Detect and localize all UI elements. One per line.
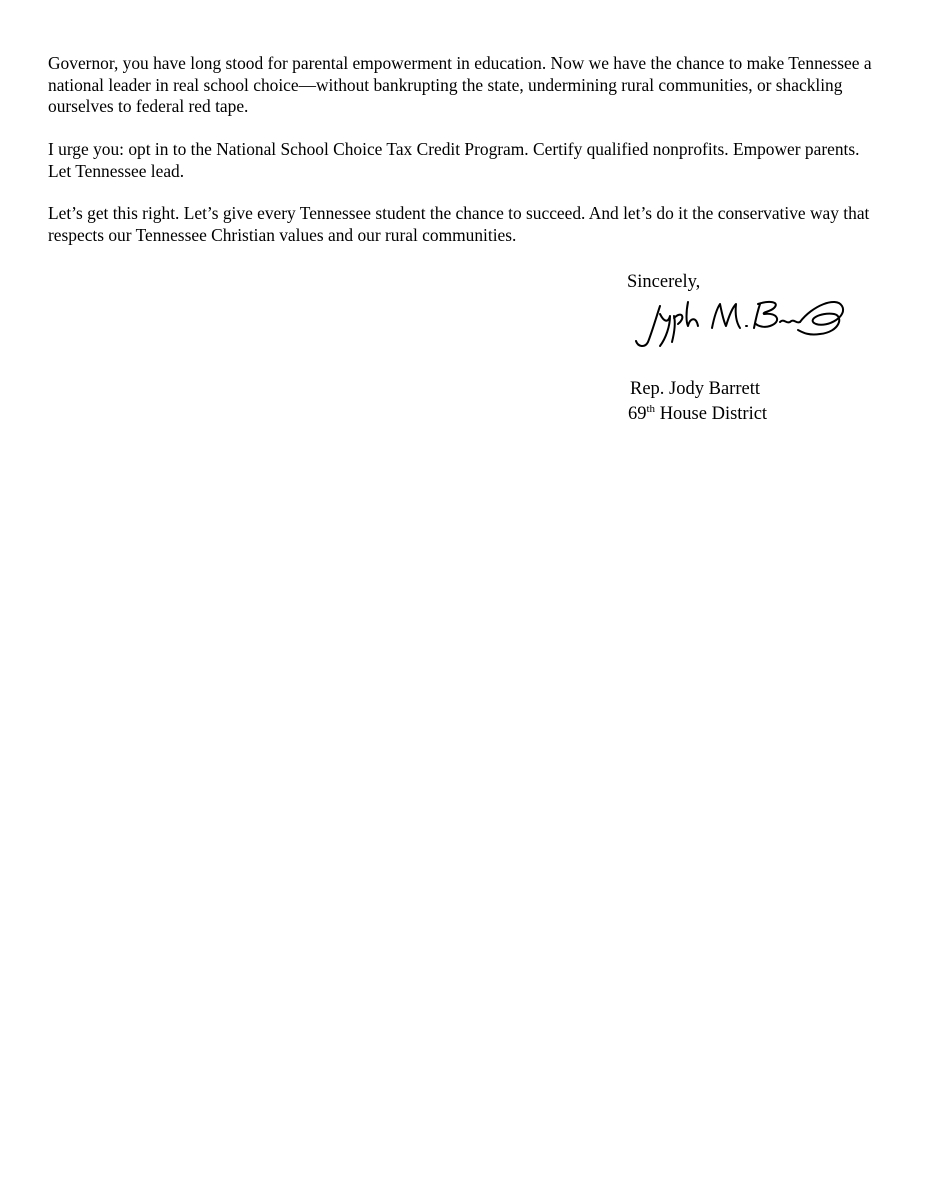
signer-name: Rep. Jody Barrett	[630, 379, 760, 399]
letter-paragraph-1: Governor, you have long stood for parental empowerment in education. Now we have the chance to make Tennessee a national leader in real school choice—without bankrupting the state, undermining rural communities, or shackling ourselves to federal red tape.	[48, 53, 872, 116]
signer-district	[628, 402, 767, 426]
handwritten-signature	[630, 292, 850, 352]
district-number: 69	[628, 404, 647, 424]
letter-paragraph-2: I urge you: opt in to the National School Choice Tax Credit Program. Certify qualified nonprofits. Empower parents. Let Tennessee lead.	[48, 139, 860, 181]
letter-paragraph-3: Let’s get this right. Let’s give every Tennessee student the chance to succeed. And let’s do it the conservative way that respects our Tennessee Christian values and our rural communities.	[48, 203, 870, 245]
letter-closing: Sincerely,	[627, 272, 701, 292]
district-label: House District	[659, 404, 768, 424]
district-suffix: th	[646, 402, 656, 415]
